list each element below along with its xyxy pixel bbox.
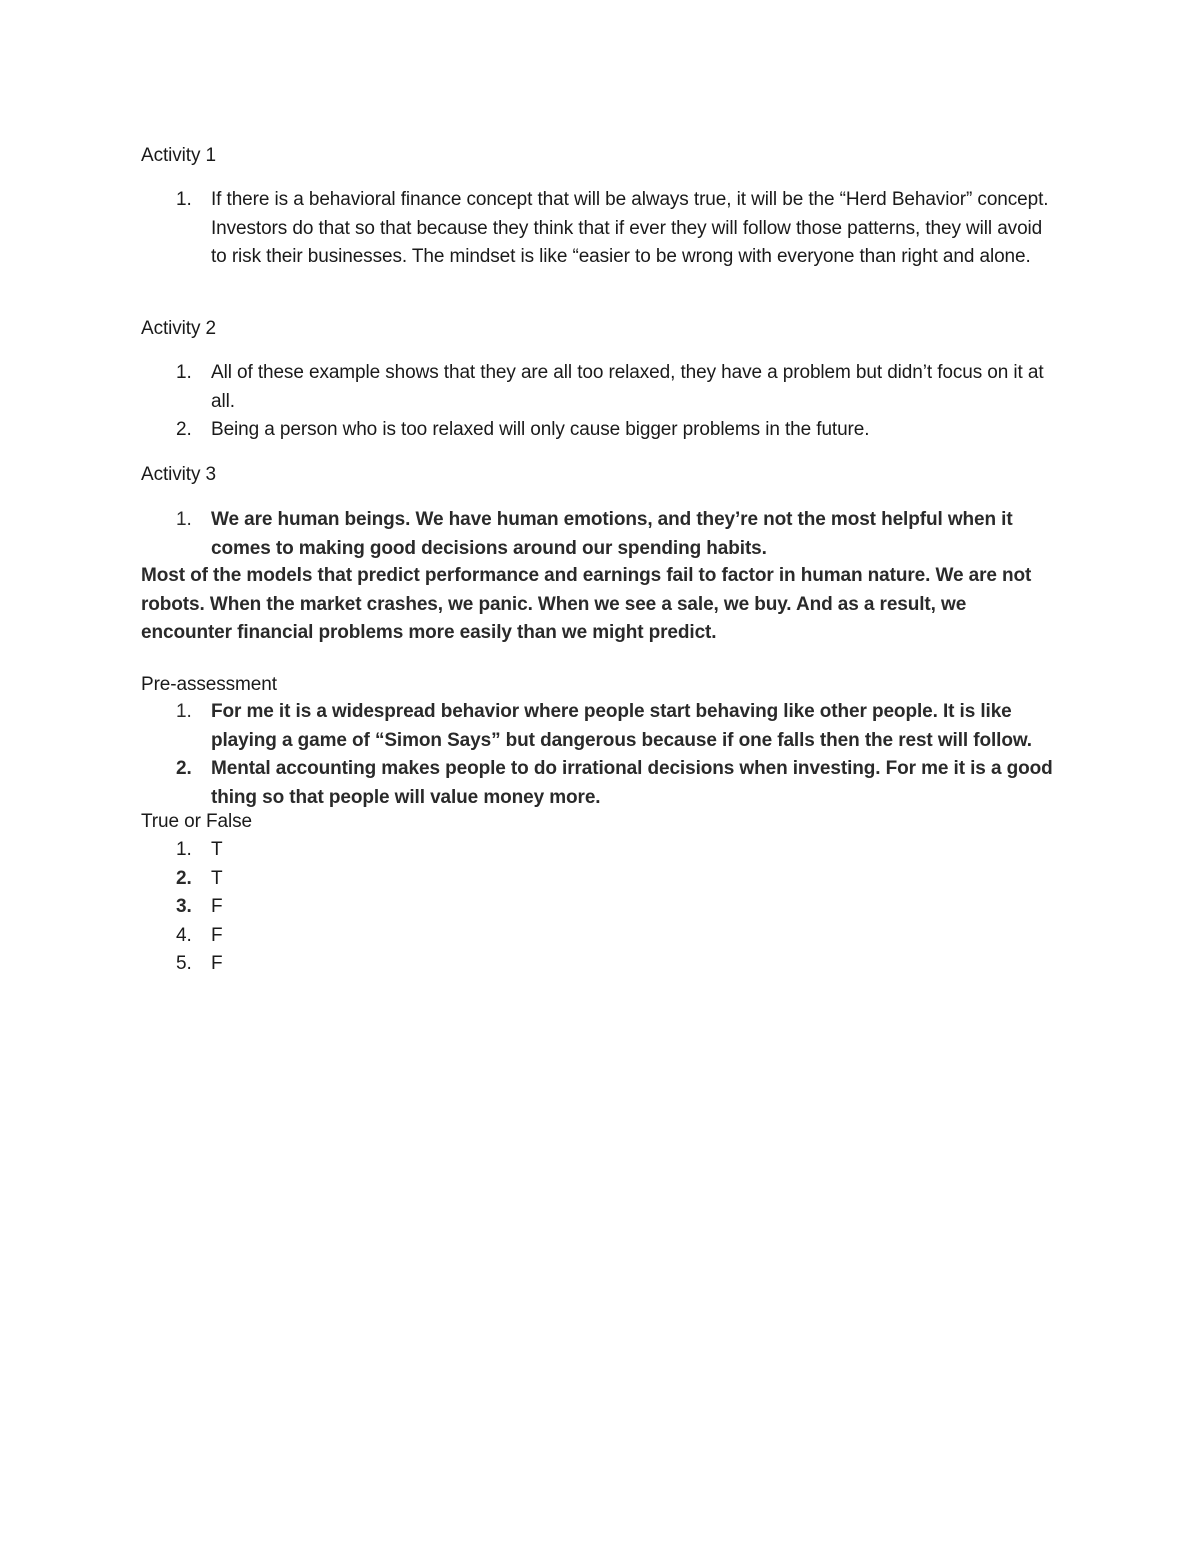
- list-item: [141, 359, 1061, 416]
- list-item-text: F: [211, 924, 223, 946]
- list-item-text: F: [211, 953, 223, 974]
- list-item: [141, 950, 1061, 979]
- activity-3-list: [141, 506, 1061, 563]
- list-item: [141, 836, 1061, 865]
- list-item: [141, 865, 1061, 894]
- list-item: [141, 755, 1061, 812]
- activity-3-paragraph: Most of the models that predict performance and earnings fail to factor in human nature. We are not robots. When the market crashes, we panic. When we see a sale, we buy. And as a result, we encounter financial problems more easily than we might predict.: [141, 565, 1032, 643]
- list-item-number: 5.: [176, 953, 192, 974]
- preassessment-list: [141, 698, 1061, 812]
- list-item-text: For me it is a widespread behavior where people start behaving like other people. It is like playing a game of “Simon Says” but dangerous because if one falls then the rest will follow.: [211, 701, 1032, 751]
- list-item-number: 3.: [176, 896, 192, 917]
- list-item-number: 1.: [176, 701, 192, 722]
- activity-1-list: [141, 186, 1061, 272]
- list-item-number: 1.: [176, 362, 192, 383]
- activity-1-heading: Activity 1: [141, 145, 217, 166]
- list-item: [141, 416, 1061, 445]
- list-item: [141, 506, 1061, 563]
- activity-2-heading: Activity 2: [141, 318, 217, 339]
- preassessment-heading: Pre-assessment: [141, 674, 277, 695]
- list-item-text: All of these example shows that they are all too relaxed, they have a problem but didn’t focus on it at all.: [211, 362, 1044, 412]
- activity-2-list: [141, 359, 1061, 445]
- true-or-false-heading: True or False: [141, 811, 252, 832]
- list-item: [141, 893, 1061, 922]
- list-item-text: Being a person who is too relaxed will only cause bigger problems in the future.: [211, 419, 870, 440]
- list-item: [141, 186, 1061, 272]
- list-item: [141, 922, 1061, 951]
- activity-3-heading: Activity 3: [141, 464, 217, 485]
- list-item-text: Mental accounting makes people to do irrational decisions when investing. For me it is a good thing so that people will value money more.: [211, 758, 1053, 808]
- list-item-text: T: [211, 867, 223, 889]
- list-item: [141, 698, 1061, 755]
- list-item-number: 2.: [176, 867, 192, 889]
- list-item-text: We are human beings. We have human emotions, and they’re not the most helpful when it comes to making good decisions around our spending habits.: [211, 509, 1013, 559]
- list-item-number: 1.: [176, 509, 192, 530]
- list-item-number: 2.: [176, 419, 192, 440]
- list-item-number: 1.: [176, 189, 192, 210]
- list-item-text: F: [211, 896, 223, 917]
- list-item-number: 1.: [176, 839, 192, 860]
- true-or-false-list: [141, 836, 1061, 979]
- list-item-number: 2.: [176, 758, 192, 779]
- list-item-number: 4.: [176, 924, 192, 946]
- list-item-text: If there is a behavioral finance concept that will be always true, it will be the “Herd Behavior” concept. Investors do that so that because they think that if ever they will follow those patterns, they will avoid to risk their businesses. The mindset is like “easier to be wrong with everyone than right and alone.: [211, 189, 1049, 267]
- list-item-text: T: [211, 839, 223, 860]
